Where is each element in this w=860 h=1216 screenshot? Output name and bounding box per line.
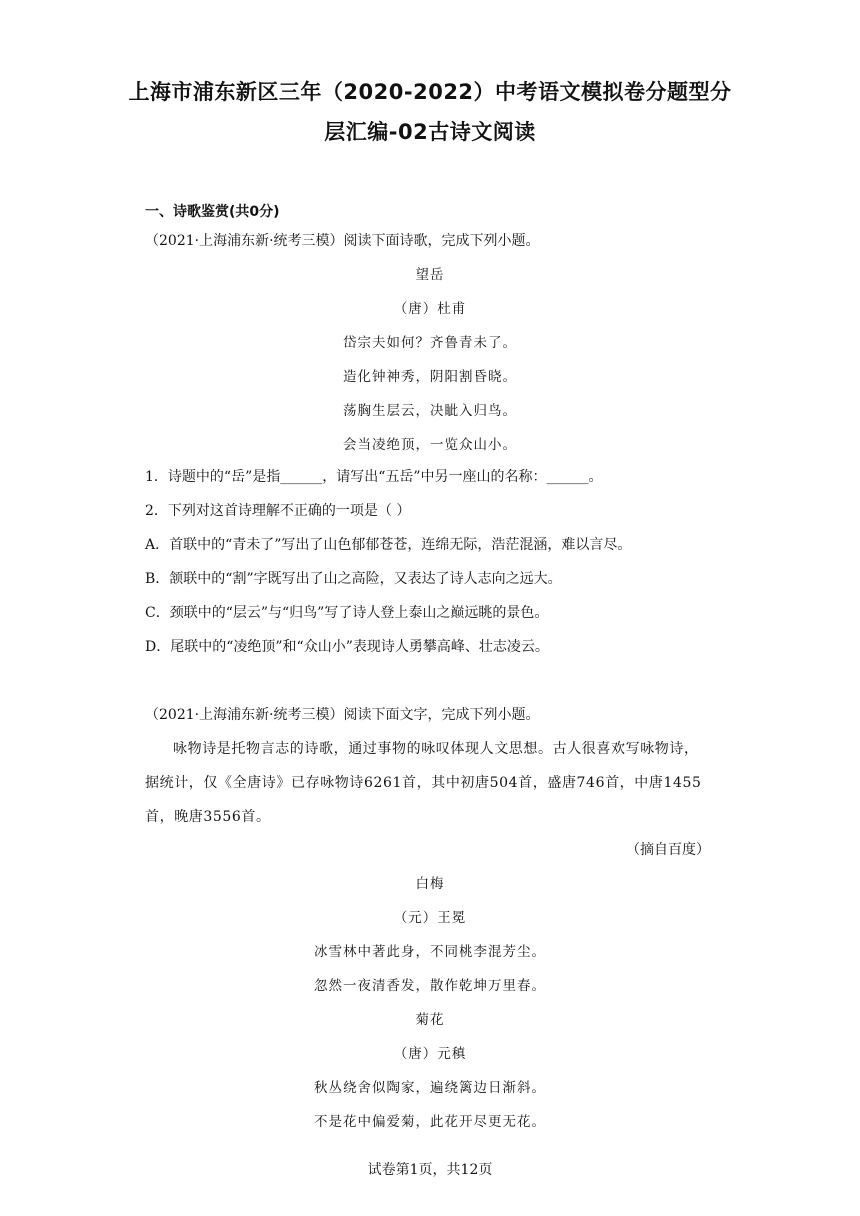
poem-author-yuanzhen: （唐）元稹 [393,1046,467,1062]
section-heading-poetry: 一、诗歌鉴赏(共0分) [145,204,280,220]
poem-title-juhua: 菊花 [415,1012,445,1028]
paragraph-line: 咏物诗是托物言志的诗歌，通过事物的咏叹体现人文思想。古人很喜欢写咏物诗， [173,741,699,757]
poem-title-baimei: 白梅 [415,876,445,892]
poem-line: 不是花中偏爱菊，此花开尽更无花。 [314,1114,546,1130]
question-source-1: （2021·上海浦东新·统考三模）阅读下面诗歌，完成下列小题。 [145,233,540,249]
poem-line: 岱宗夫如何？齐鲁青未了。 [343,335,517,351]
document-title-line1: 上海市浦东新区三年（2020-2022）中考语文模拟卷分题型分 [128,80,732,104]
poem-line: 造化钟神秀，阴阳割昏晓。 [343,369,517,385]
option-a: A．首联中的“青未了”写出了山色郁郁苍苍，连绵无际，浩茫混涵，难以言尽。 [145,537,632,553]
poem-line: 会当凌绝顶，一览众山小。 [343,437,517,453]
option-b: B．颔联中的“割”字既写出了山之高险，又表达了诗人志向之远大。 [145,571,562,587]
question-1: 1．诗题中的“岳”是指______，请写出“五岳”中另一座山的名称：______。 [145,469,603,485]
option-c: C．颈联中的“层云”与“归鸟”写了诗人登上泰山之巅远眺的景色。 [145,605,549,621]
citation: （摘自百度） [626,842,710,858]
question-source-2: （2021·上海浦东新·统考三模）阅读下面文字，完成下列小题。 [145,707,540,723]
poem-line: 荡胸生层云，决眦入归鸟。 [343,403,517,419]
poem-line: 秋丛绕舍似陶家，遍绕篱边日渐斜。 [314,1080,546,1096]
poem-line: 冰雪林中著此身，不同桃李混芳尘。 [314,944,546,960]
poem-author-wangmian: （元）王冕 [393,910,467,926]
poem-title-wangyue: 望岳 [415,267,445,283]
document-title-line2: 层汇编-02古诗文阅读 [324,120,536,144]
poem-line: 忽然一夜清香发，散作乾坤万里春。 [314,978,546,994]
question-2: 2．下列对这首诗理解不正确的一项是（ ） [145,503,411,519]
option-d: D．尾联中的“凌绝顶”和“众山小”表现诗人勇攀高峰、壮志凌云。 [145,639,549,655]
poem-author-dufu: （唐）杜甫 [393,301,467,317]
page-footer: 试卷第1页，共12页 [367,1162,493,1178]
paragraph-line: 首，晚唐3556首。 [145,809,271,825]
paragraph-line: 据统计，仅《全唐诗》已存咏物诗6261首，其中初唐504首，盛唐746首，中唐1455 [145,775,702,791]
